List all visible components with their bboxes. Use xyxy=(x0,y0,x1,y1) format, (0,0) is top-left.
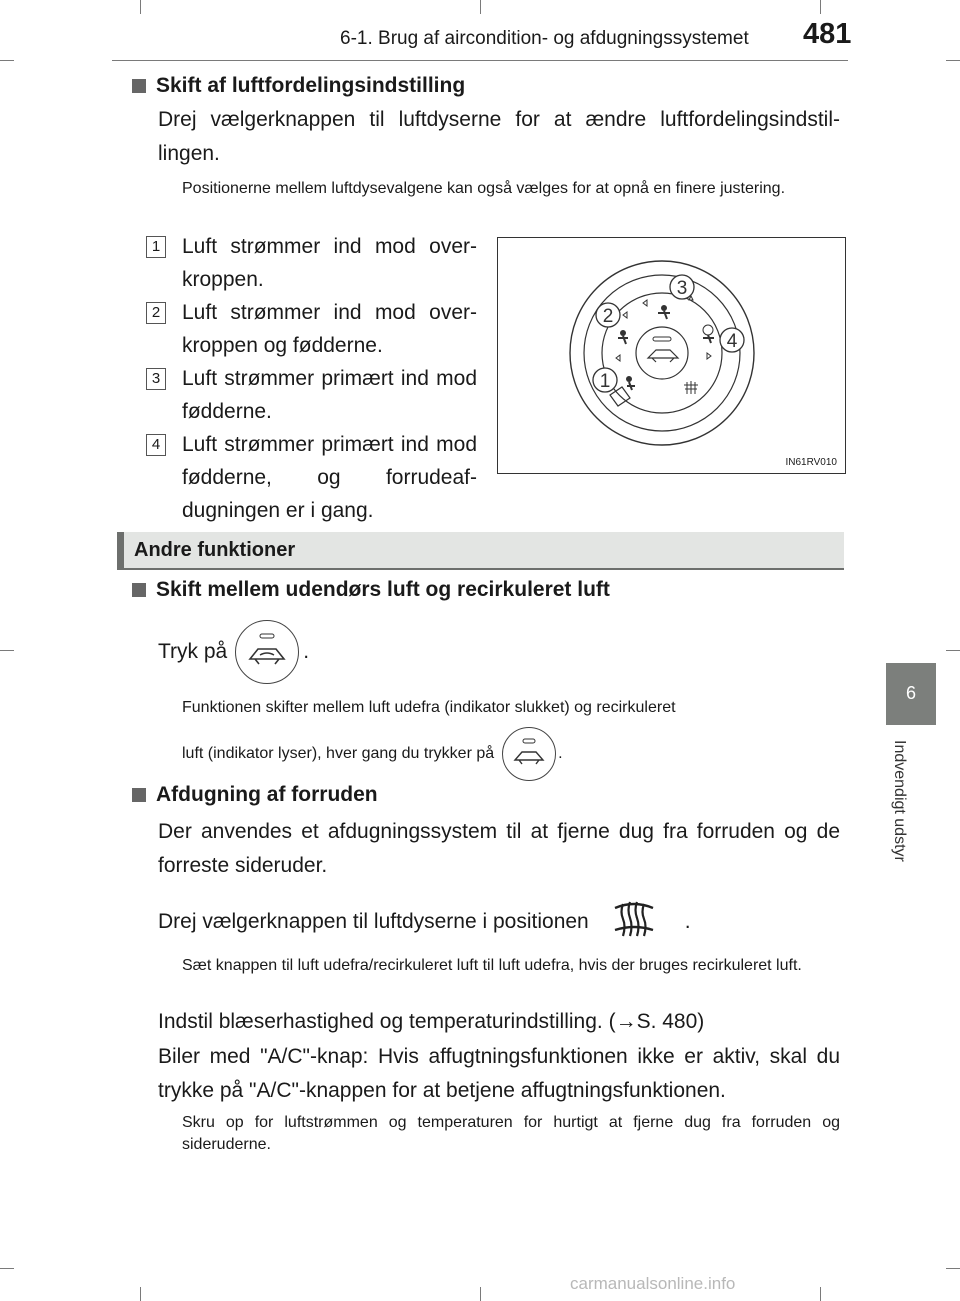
defog-text-1: Der anvendes et afdugningssystem til at fjerne dug fra forruden og de forreste sideruder. xyxy=(158,820,840,877)
defog-text-2: Drej vælgerknappen til luftdyserne i positionen xyxy=(158,910,589,933)
recirc-press-end: . xyxy=(303,640,310,663)
crop-mark xyxy=(946,1268,960,1269)
item-number-1: 1 xyxy=(146,236,166,258)
crop-mark xyxy=(140,1287,141,1301)
item-text-2: Luft strømmer ind mod over-kroppen og fødderne. xyxy=(182,301,477,357)
chapter-label xyxy=(888,740,928,900)
recirc-button-icon xyxy=(235,620,299,684)
crop-mark xyxy=(820,1287,821,1301)
crop-mark xyxy=(0,1268,14,1269)
recirc-note-line1: Funktionen skifter mellem luft udefra (indikator slukket) og recirkuleret xyxy=(182,699,676,716)
item-number-3: 3 xyxy=(146,368,166,390)
illustration-code: IN61RV010 xyxy=(785,457,837,468)
section-title-bar xyxy=(117,532,844,570)
crop-mark xyxy=(0,650,14,651)
recirc-heading xyxy=(132,578,610,602)
recirc-button-icon-small xyxy=(502,727,556,781)
recirc-press-text: Tryk på xyxy=(158,640,228,663)
dial-illustration xyxy=(497,237,846,474)
crop-mark xyxy=(140,0,141,14)
dial-label-3: 3 xyxy=(676,278,688,299)
recirc-note-end: . xyxy=(558,745,563,762)
airflow-heading-text: Skift af luftfordelingsindstilling xyxy=(156,74,466,97)
bullet-square-icon xyxy=(132,583,146,597)
airflow-heading xyxy=(132,74,465,98)
crop-mark xyxy=(820,0,821,14)
item-text-3: Luft strømmer primært ind mod fødderne. xyxy=(182,367,477,423)
airflow-note: Positionerne mellem luftdysevalgene kan også vælges for at opnå en finere justering. xyxy=(182,180,786,197)
crop-mark xyxy=(946,650,960,651)
crop-mark xyxy=(0,60,14,61)
bullet-square-icon xyxy=(132,788,146,802)
section-bar-accent xyxy=(117,532,124,568)
item-number-2: 2 xyxy=(146,302,166,324)
dial-label-2: 2 xyxy=(602,306,614,327)
crop-mark xyxy=(480,0,481,14)
airflow-text: Drej vælgerknappen til luftdyserne for at ændre luftfordelingsindstil-lingen. xyxy=(158,108,840,165)
defog-note-2: Skru op for luftstrømmen og temperaturen for hurtigt at fjerne dug fra forruden og sideruderne. xyxy=(182,1114,840,1153)
chapter-title: Indvendigt udstyr xyxy=(891,740,908,862)
crop-mark xyxy=(946,60,960,61)
item-text-1: Luft strømmer ind mod over-kroppen. xyxy=(182,235,477,291)
crop-mark xyxy=(480,1287,481,1301)
page-number: 481 xyxy=(803,18,852,50)
item-text-4: Luft strømmer primært ind mod fødderne, og forrudeaf-dugningen er i gang. xyxy=(182,433,477,522)
defrost-icon xyxy=(611,898,657,946)
recirc-press-row xyxy=(158,620,309,684)
defog-heading-text: Afdugning af forruden xyxy=(156,783,378,806)
watermark: carmanualsonline.info xyxy=(570,1274,736,1293)
bullet-square-icon xyxy=(132,79,146,93)
dial-label-1: 1 xyxy=(599,371,611,392)
recirc-note-line2: luft (indikator lyser), hver gang du trykker på xyxy=(182,745,495,762)
recirc-heading-text: Skift mellem udendørs luft og recirkuleret luft xyxy=(156,578,610,601)
defog-position-row xyxy=(158,898,691,946)
recirc-note-row xyxy=(182,727,563,781)
defog-text-3: Indstil blæserhastighed og temperaturindstilling. (→S. 480) xyxy=(158,1010,705,1033)
header-rule xyxy=(112,60,848,61)
defog-heading xyxy=(132,783,378,807)
defog-text-2-end: . xyxy=(684,910,691,933)
chapter-tab: 6 xyxy=(886,663,936,725)
defog-text-4: Biler med "A/C"-knap: Hvis affugtningsfunktionen ikke er aktiv, skal du trykke på "A/C"-knappen for at betjene affugtningsfunktionen. xyxy=(158,1045,840,1102)
item-number-4: 4 xyxy=(146,434,166,456)
running-header: 6-1. Brug af aircondition- og afdugningssystemet xyxy=(340,28,749,49)
section-title: Andre funktioner xyxy=(134,539,296,561)
dial-label-4: 4 xyxy=(726,331,738,352)
defog-note-1: Sæt knappen til luft udefra/recirkuleret luft til luft udefra, hvis der bruges recirkuleret luft. xyxy=(182,957,802,974)
air-outlet-dial-diagram xyxy=(498,238,845,473)
